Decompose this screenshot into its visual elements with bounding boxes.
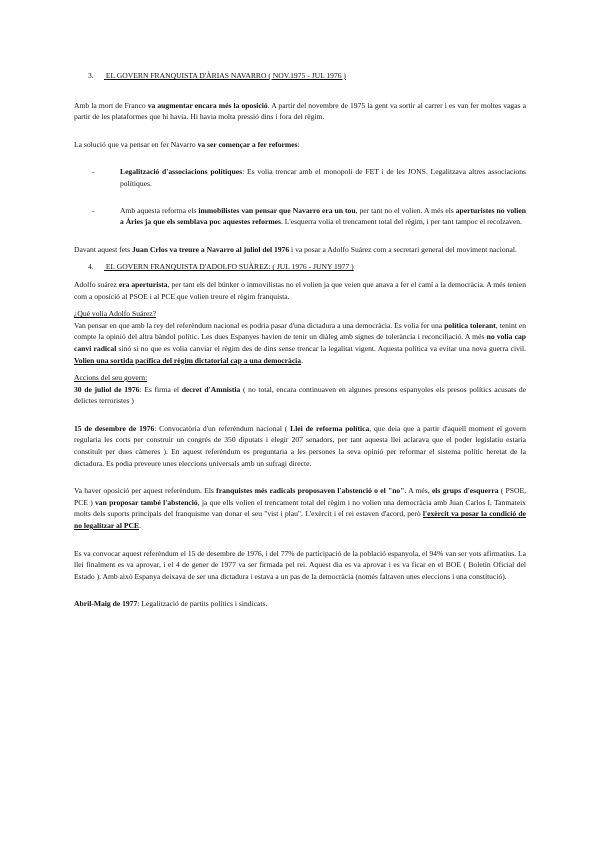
list-item-text bbox=[120, 166, 526, 189]
text-run: . bbox=[301, 355, 303, 365]
text-run: sinó si no que es volia canviar el règim des de dins sense trencar la legalitat vigent. Aquesta política va evitar una nova guerra civil. bbox=[116, 343, 526, 353]
text-run: : bbox=[297, 139, 300, 149]
text-run: Davant aquest fets bbox=[74, 244, 132, 254]
text-run: . A més, bbox=[404, 486, 432, 496]
section-title: EL GOVERN FRANQUISTA D'ADOLFO SUÀREZ: ( JUL 1976 - JUNY 1977 ) bbox=[105, 262, 354, 272]
text-run: Amb la mort de Franco bbox=[74, 100, 148, 110]
paragraph bbox=[74, 485, 526, 531]
document-page bbox=[74, 70, 526, 610]
text-run: Van pensar en que amb la rey del referèndum nacional es podria pasar d'una dictadura a una democràcia. Es volia fer una bbox=[74, 320, 445, 330]
text-run: ( PSOE, PCE ) bbox=[74, 486, 527, 507]
bold-text: l'exèrcit va posar la condició de no legalitzar al PCE bbox=[74, 509, 527, 531]
section-number: 3. bbox=[88, 71, 94, 80]
text-run: i va posar a Adolfo Suárez com a secretari general del moviment nacional. bbox=[289, 244, 517, 254]
bold-text: decret d'Amnistia bbox=[181, 384, 241, 394]
paragraph bbox=[74, 598, 526, 610]
bold-text: van proposar també l'abstenció bbox=[94, 497, 198, 507]
paragraph bbox=[74, 279, 526, 302]
bold-text: era aperturista bbox=[118, 279, 168, 289]
bold-text: Legalització d'associacions polítiques bbox=[120, 167, 243, 177]
text-run: Adolfo suárez bbox=[74, 279, 119, 289]
text-run: , que deia que a partir d'aquell moment el govern regularia les corts per construir un congrés de 350 diputats i elegir 207 senadors, per tant aquesta llei aclarava que el poder legislatiu estaria constituït per dues càmeres ). En aquest referèndum es preguntaria a les persones la seva opinió per reformar el sistema polític heretat de la dictadura. Es podia preveure unes eleccions universals amb un sufragi directe. bbox=[74, 423, 526, 468]
bold-text: no volia cap canvi radical bbox=[74, 332, 526, 353]
bold-text: els grups d'esquerra bbox=[431, 486, 499, 496]
text-run: Amb aquesta reforma els bbox=[120, 205, 199, 215]
text-run: Va haver oposició per aquest referèndum. Els bbox=[74, 486, 217, 496]
paragraph bbox=[74, 244, 526, 256]
text-run: La solució que va pensar en fer Navarro bbox=[74, 139, 198, 149]
list-item bbox=[74, 166, 526, 189]
text-run: ( no total, encara continuaven en algunes presons espanyoles els presos polítics acusats de delictes terroristes ) bbox=[74, 384, 526, 406]
bold-text: Llei de reforma política bbox=[290, 423, 370, 433]
section-3-heading bbox=[74, 70, 526, 82]
bold-text: va augmentar encara més la oposició bbox=[147, 100, 268, 110]
paragraph bbox=[74, 139, 526, 151]
bullet-dash: - bbox=[92, 167, 95, 177]
paragraph bbox=[74, 100, 526, 123]
bold-text: política tolerant bbox=[444, 320, 496, 330]
text-run: : Legalització de partits polítics i sindicats. bbox=[137, 599, 268, 609]
bold-text: 15 de desembre de 1976 bbox=[74, 423, 155, 433]
paragraph bbox=[74, 548, 526, 583]
bold-text: Abril-Maig de 1977 bbox=[74, 599, 138, 609]
bold-text: Volien una sortida pacífica del règim dictatorial cap a una democràcia bbox=[74, 355, 302, 365]
text-run: . L'esquerra volia el trencament total del règim, i per tant tampoc el recolzaven. bbox=[281, 217, 522, 227]
text-run: Es va convocar aquest referèndum el 15 de desembre de 1976, i del 77% de participació de la població espanyola, el 94% van ser vots afirmatius. La llei finalment es va aprovar, i el 4 de gener de 1977 va ser firmada pel rei. Aquest dia es va aprovar i es va ficar en el BOE ( Boletín Oficial del Estado ). Amb això Espanya deixava de ser una dictadura i estava a un pas de la democràcia (només faltaven unes eleccions i una constitució). bbox=[74, 548, 526, 581]
text-run: : Es firma el bbox=[139, 384, 182, 394]
section-title: EL GOVERN FRANQUISTA D'ÀRIAS NAVARRO ( NOV.1975 - JUL 1976 ) bbox=[105, 71, 346, 80]
bold-text: franquistes més radicals proposaven l'abstenció o el "no" bbox=[216, 486, 405, 496]
list-item bbox=[74, 205, 526, 228]
text-run: . A partir del novembre de 1975 la gent va sortir al carrer i es van fer moltes vagas a partir de les plataformes que hi havia. Hi havia molta pressió dins i fora del règim. bbox=[74, 100, 526, 122]
text-run: , per tant no el volien. A més els bbox=[355, 205, 456, 215]
bullet-dash: - bbox=[92, 205, 95, 215]
text-run: : Convocatòria d'un referèndum nacional ( bbox=[154, 423, 291, 433]
paragraph bbox=[74, 384, 526, 407]
bold-text: 30 de juliol de 1976 bbox=[74, 384, 140, 394]
text-run: , tenint en compte la opinió del altra bàndol polític. Les dues Espanyes havien de tenir un diàleg amb signes de tolerància i reconciliació. A més bbox=[74, 320, 527, 342]
text-run: , per tant els del búnker o inmovilistas no el volien ja que veien que anava a fer el camí a la democràcia. A més tenien com a oposició al PSOE i al PCE que volien treure el règim franquista. bbox=[74, 279, 527, 301]
bold-text: va ser començar a fer reformes bbox=[197, 139, 298, 149]
bold-text: immobilistes van pensar que Navarro era un tou bbox=[198, 205, 356, 215]
section-4-heading bbox=[74, 261, 526, 273]
text-run: : Es volia trencar amb el monopoli de FET i de les JONS. Legalitzava altres associacions polítiques. bbox=[120, 167, 526, 188]
bold-text: aperturistes no volien a Àries ja que els semblava poc aquestes reformes bbox=[120, 205, 526, 227]
subheading: Accions del seu govern: bbox=[74, 373, 148, 383]
text-run: , ja que ells volien el trencament total del règim i no volien una democràcia amb Juan Carlos I. Tanmateix molts dels suports principals del franquisme van donar el seu "vist i plau". L'exèrcit i el rei estaven d'acord, però bbox=[74, 497, 526, 519]
section-number: 4. bbox=[88, 262, 94, 272]
bold-text: Juan Crlos va treure a Navarro al juliol del 1976 bbox=[132, 244, 290, 254]
paragraph bbox=[74, 320, 526, 366]
paragraph bbox=[74, 423, 526, 469]
text-run: . bbox=[139, 521, 141, 531]
list-item-text bbox=[120, 205, 526, 228]
subheading: ¿Qué volia Adolfo Suárez? bbox=[74, 309, 157, 319]
